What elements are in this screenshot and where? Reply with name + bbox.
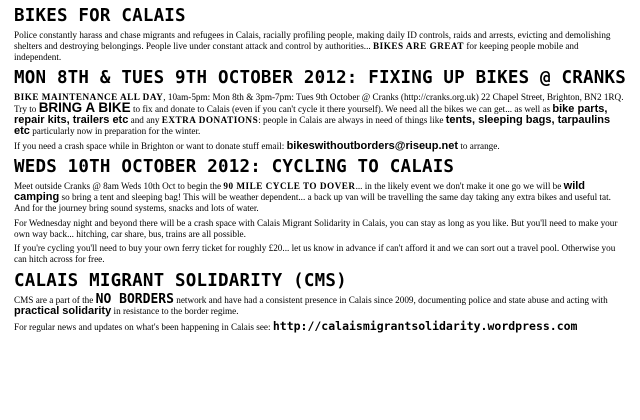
emphasis-bring-a-bike: BRING A BIKE <box>38 100 131 116</box>
email-link[interactable]: bikeswithoutborders@riseup.net <box>286 139 459 152</box>
emphasis-wild-camping: wild camping <box>14 180 586 204</box>
paragraph-cms-about: CMS are a part of the NO BORDERS network and have had a consistent presence in Calais since 2009, documenting police and state abuse and acting with practical solidarity in resistance to the border regime. <box>14 291 608 317</box>
paragraph-police-harassment: Police constantly harass and chase migrants and refugees in Calais, racially profiling people, making daily ID controls, raids and arrests, evicting and demolishing shelters and destroying belongings. People live under constant attack and control by authorities... BIKES ARE GREAT for keeping people mobile and independent. <box>14 30 611 62</box>
paragraph-crash-space-brighton: If you need a crash space while in Brighton or want to donate stuff email: bikeswithoutborders@riseup.net to arrange. <box>14 139 500 152</box>
emphasis-bike-parts: bike parts, repair kits, trailers etc <box>14 103 608 126</box>
paragraph-wednesday-night: For Wednesday night and beyond there will be a crash space with Calais Migrant Solidarity in Calais, you can stay as long as you like. But you'll need to make your own way back... hitching, car share, bus, trains are all possible. <box>14 217 618 239</box>
emphasis-bikes-are-great: BIKES ARE GREAT <box>373 40 465 51</box>
heading-cycling-to-calais: WEDS 10TH OCTOBER 2012: CYCLING TO CALAIS <box>14 157 455 178</box>
emphasis-bike-maintenance: BIKE MAINTENANCE ALL DAY <box>14 92 164 103</box>
website-link[interactable]: http://calaismigrantsolidarity.wordpress.com <box>272 318 578 333</box>
emphasis-tents-sleeping-bags: tents, sleeping bags, tarpaulins etc <box>14 113 611 137</box>
emphasis-extra-donations: EXTRA DONATIONS <box>161 114 259 125</box>
emphasis-practical-solidarity: practical solidarity <box>14 304 112 317</box>
heading-fixing-up-bikes: MON 8TH & TUES 9TH OCTOBER 2012: FIXING UP BIKES @ CRANKS <box>14 68 626 89</box>
heading-bikes-for-calais: BIKES FOR CALAIS <box>14 6 186 26</box>
paragraph-bike-maintenance: BIKE MAINTENANCE ALL DAY, 10am-5pm: Mon 8th & 3pm-7pm: Tues 9th October @ Cranks (http://cranks.org.uk) 22 Chapel Street, Brighton, BN2 1RQ. Try to BRING A BIKE to fix and donate to Calais (even if you can't cycle it there yourself). We need all the bikes we can get... as well as bike parts, repair kits, trailers etc and any EXTRA DONATIONS: people in Calais are always in need of things like tents, sleeping bags, tarpaulins etc particularly now in preparation for the winter. <box>14 92 624 137</box>
paragraph-meet-outside-cranks: Meet outside Cranks @ 8am Weds 10th Oct to begin the 90 MILE CYCLE TO DOVER... in the likely event we don't make it one go we will be wild camping so bring a tent and sleeping bag! This will be weather dependent... a back up van will be travelling the same day taking any extra bikes and useful tat. And for the journey bring sound systems, snacks and lots of water. <box>14 180 611 213</box>
paragraph-regular-news: For regular news and updates on what's been happening in Calais see: http://calaismigrantsolidarity.wordpress.com <box>14 318 578 333</box>
emphasis-no-borders: NO BORDERS <box>95 291 174 307</box>
paragraph-ferry-ticket: If you're cycling you'll need to buy your own ferry ticket for roughly £20... let us know in advance if can't afford it and we can sort out a travel pool. Otherwise you can hitch across for free. <box>14 243 616 265</box>
emphasis-90-mile-cycle: 90 MILE CYCLE TO DOVER <box>223 181 356 192</box>
heading-calais-migrant-solidarity: CALAIS MIGRANT SOLIDARITY (CMS) <box>14 270 347 291</box>
